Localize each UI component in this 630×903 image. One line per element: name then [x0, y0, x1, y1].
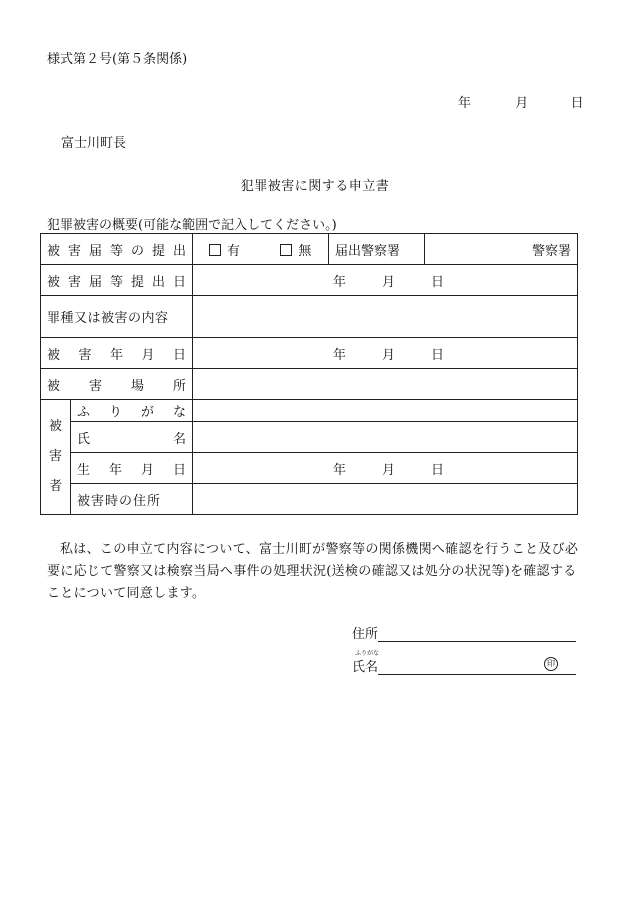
damage-date-label-cell: 被 害 年 月 日: [41, 338, 193, 369]
victim-group-label: 被 害 者: [41, 400, 71, 515]
signature-address-label: 住所: [352, 627, 379, 642]
victim-address-field[interactable]: [193, 484, 578, 515]
table-row-name: [41, 422, 578, 453]
none-label: 無: [298, 243, 312, 259]
crime-type-field[interactable]: [193, 296, 578, 338]
furigana-field[interactable]: [193, 400, 578, 422]
form-number-label: 様式第２号(第５条関係): [47, 52, 188, 67]
addressee: 富士川町長: [61, 136, 127, 151]
report-choice-cell: [193, 234, 329, 265]
table-row-furigana: [41, 400, 578, 422]
signature-address-row: [352, 623, 576, 642]
signature-name-label: 氏名: [352, 660, 379, 675]
report-label: 被 害 届 等 の 提 出: [47, 243, 187, 259]
none-checkbox[interactable]: [280, 244, 292, 256]
table-row-damage-place: [41, 369, 578, 400]
furigana-label-cell: ふ り が な: [71, 400, 193, 422]
table-row-crime-type: [41, 296, 578, 338]
date-line: [458, 92, 584, 111]
report-date-field[interactable]: 年 月 日: [193, 265, 578, 296]
birth-date-field[interactable]: 年 月 日: [193, 453, 578, 484]
victim-name-field[interactable]: [193, 422, 578, 453]
report-label-cell: [41, 234, 193, 265]
birth-label-cell: 生 年 月 日: [71, 453, 193, 484]
damage-place-label-cell: 被 害 場 所: [41, 369, 193, 400]
day-label: 日: [570, 96, 584, 111]
police-station-suffix: 警察署: [532, 243, 572, 259]
table-row-report-date: [41, 265, 578, 296]
police-station-label: 届出警察署: [329, 234, 425, 265]
section-label: 犯罪被害の概要(可能な範囲で記入してください。): [47, 218, 337, 233]
table-row-birth: [41, 453, 578, 484]
table-row-damage-date: [41, 338, 578, 369]
month-label: 月: [515, 96, 529, 111]
table-row-address: [41, 484, 578, 515]
police-station-field[interactable]: [425, 234, 578, 265]
signature-name-field[interactable]: [378, 660, 576, 675]
seal-icon: 印: [544, 657, 558, 671]
crime-type-label: 罪種又は被害の内容: [41, 296, 193, 338]
damage-place-field[interactable]: [193, 369, 578, 400]
has-checkbox[interactable]: [209, 244, 221, 256]
name-label-cell: 氏 名: [71, 422, 193, 453]
signature-name-row: [352, 650, 576, 675]
damage-date-field[interactable]: 年 月 日: [193, 338, 578, 369]
damage-summary-table: [40, 233, 578, 515]
consent-statement: 私は、この申立て内容について、富士川町が警察等の関係機関へ確認を行うこと及び必要に応じて警察又は検察当局へ事件の処理状況(送検の確認又は処分の状況等)を確認することについて同意します。: [47, 542, 579, 601]
table-row-report: [41, 234, 578, 265]
year-label: 年: [458, 96, 472, 111]
signature-address-field[interactable]: [378, 627, 576, 642]
has-label: 有: [227, 243, 241, 259]
document-title: 犯罪被害に関する申立書: [240, 179, 390, 194]
address-label: 被害時の住所: [71, 484, 193, 515]
name-ruby: ふりがな: [355, 650, 380, 657]
report-date-label-cell: 被 害 届 等 提 出 日: [41, 265, 193, 296]
